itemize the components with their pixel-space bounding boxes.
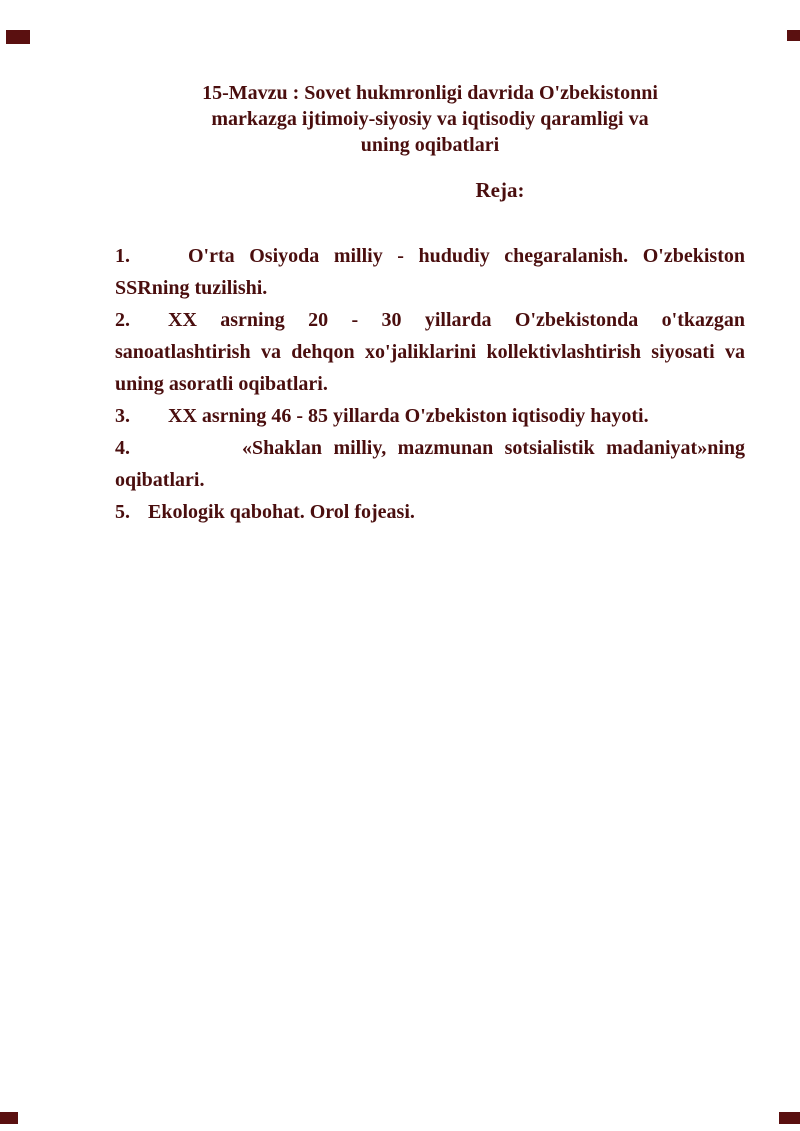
tab-gap	[130, 325, 168, 326]
corner-mark-bottom-left	[0, 1112, 18, 1124]
list-item	[115, 432, 745, 496]
plan-heading: Reja:	[475, 178, 525, 202]
corner-mark-bottom-right	[779, 1112, 800, 1124]
item-text: O'rta Osiyoda milliy - hududiy chegaralanish. O'zbekiston SSRning tuzilishi.	[115, 245, 745, 299]
document-title	[115, 80, 745, 158]
item-number: 2.	[115, 309, 130, 331]
tab-gap	[130, 453, 242, 454]
text-block	[115, 80, 745, 528]
item-number: 1.	[115, 245, 130, 267]
corner-mark-top-left	[6, 30, 30, 44]
corner-mark-top-right	[787, 30, 800, 41]
list-item	[115, 400, 745, 432]
item-text: XX asrning 46 - 85 yillarda O'zbekiston iqtisodiy hayoti.	[168, 405, 649, 427]
tab-gap	[130, 421, 168, 422]
title-line: uning oqibatlari	[360, 134, 500, 156]
list-item	[115, 304, 745, 400]
tab-gap	[130, 261, 188, 262]
title-line: markazga ijtimoiy-siyosiy va iqtisodiy qaramligi va	[211, 108, 649, 130]
tab-gap	[130, 517, 148, 518]
item-text: Ekologik qabohat. Orol fojeasi.	[148, 501, 415, 523]
numbered-list	[115, 240, 745, 528]
list-item	[115, 496, 745, 528]
title-line: 15-Mavzu : Sovet hukmronligi davrida O'zbekistonni	[202, 82, 658, 104]
item-text: XX asrning 20 - 30 yillarda O'zbekistonda o'tkazgan sanoatlashtirish va dehqon xo'jaliklarini kollektivlashtirish siyosati va uning asoratli oqibatlari.	[115, 309, 745, 395]
item-text: «Shaklan milliy, mazmunan sotsialistik madaniyat»ning oqibatlari.	[115, 437, 745, 491]
item-number: 4.	[115, 437, 130, 459]
list-item	[115, 240, 745, 304]
item-number: 5.	[115, 501, 130, 523]
item-number: 3.	[115, 405, 130, 427]
